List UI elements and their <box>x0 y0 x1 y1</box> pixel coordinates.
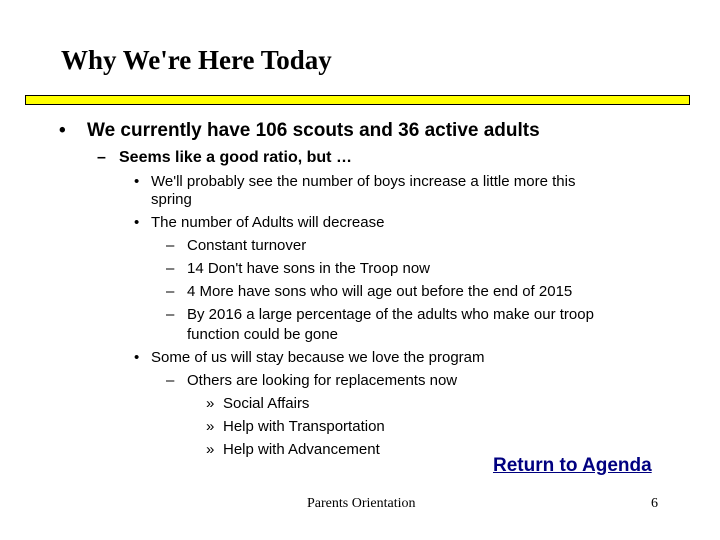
item-marker: • <box>134 173 140 190</box>
dash-text: Others are looking for replacements now <box>187 372 458 389</box>
item-text: We'll probably see the number of boys increase a little more this <box>151 173 576 190</box>
sub-bullet-text: Seems like a good ratio, but … <box>119 149 352 166</box>
item-marker: • <box>134 214 140 231</box>
slide-title: Why We're Here Today <box>61 45 332 75</box>
bullet-marker: • <box>59 120 66 141</box>
item-text: Some of us will stay because we love the program <box>151 349 485 366</box>
chevron-text: Help with Transportation <box>223 418 385 435</box>
title-divider <box>25 95 690 105</box>
dash-text: 14 Don't have sons in the Troop now <box>187 260 431 277</box>
bullet-text: We currently have 106 scouts and 36 active adults <box>87 120 540 141</box>
item-text: The number of Adults will decrease <box>151 214 385 231</box>
chevron-text: Help with Advancement <box>223 441 380 458</box>
dash-marker: – <box>166 260 175 277</box>
chevron-marker: » <box>206 395 215 412</box>
dash-marker: – <box>166 237 175 254</box>
dash-marker: – <box>166 372 175 389</box>
dash-text-continued: function could be gone <box>187 326 338 343</box>
dash-text: By 2016 a large percentage of the adults who make our troop <box>187 306 594 323</box>
item-marker: • <box>134 349 140 366</box>
chevron-marker: » <box>206 441 215 458</box>
item-text-continued: spring <box>151 191 192 208</box>
footer-title: Parents Orientation <box>307 496 416 511</box>
return-to-agenda-link[interactable]: Return to Agenda <box>493 455 652 476</box>
dash-text: 4 More have sons who will age out before the end of 2015 <box>187 283 573 300</box>
dash-marker: – <box>166 283 175 300</box>
chevron-marker: » <box>206 418 215 435</box>
chevron-text: Social Affairs <box>223 395 310 412</box>
dash-marker: – <box>166 306 175 323</box>
page-number: 6 <box>651 496 658 511</box>
dash-text: Constant turnover <box>187 237 307 254</box>
sub-bullet-marker: – <box>97 149 106 166</box>
